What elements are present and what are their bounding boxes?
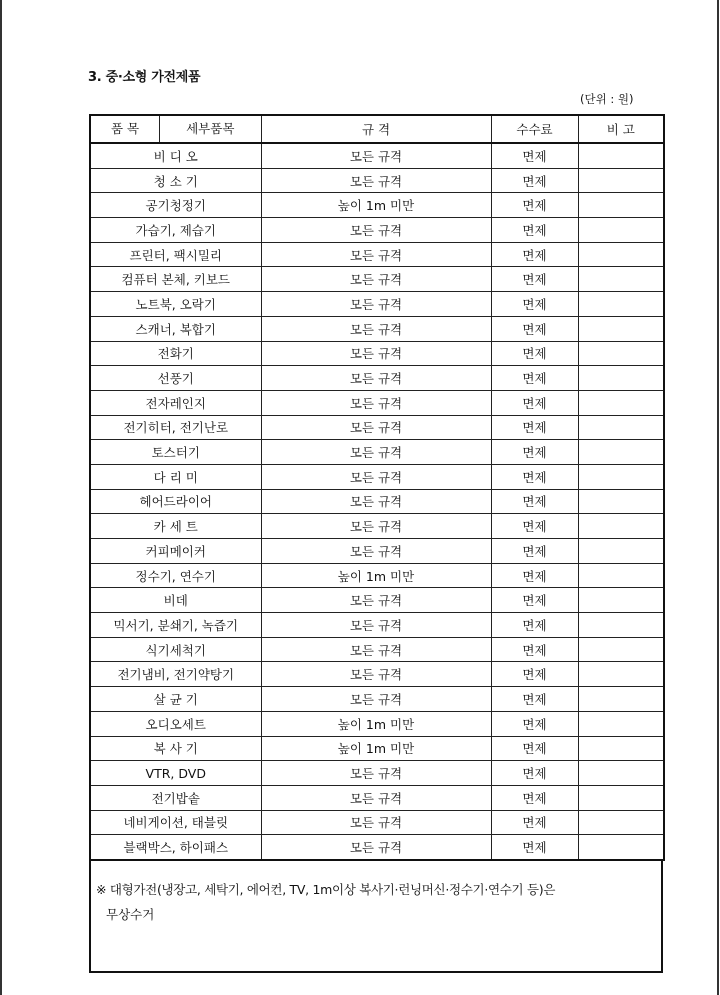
cell-remarks [578,292,664,317]
table-row [90,464,664,489]
cell-item: 전기히터, 전기난로 [90,415,261,440]
cell-remarks [578,539,664,564]
cell-remarks [578,711,664,736]
table-row [90,267,664,292]
cell-item: 살 균 기 [90,687,261,712]
header-remarks: 비 고 [578,115,664,143]
cell-remarks [578,662,664,687]
cell-fee: 면제 [491,835,578,860]
table-row [90,489,664,514]
cell-remarks [578,637,664,662]
cell-remarks [578,835,664,860]
cell-fee: 면제 [491,613,578,638]
cell-fee: 면제 [491,143,578,168]
cell-remarks [578,143,664,168]
cell-item: 식기세척기 [90,637,261,662]
table-row [90,242,664,267]
cell-spec: 모든 규격 [261,810,491,835]
note-box [89,861,663,973]
cell-fee: 면제 [491,218,578,243]
cell-spec: 모든 규격 [261,267,491,292]
cell-spec: 모든 규격 [261,341,491,366]
unit-note: (단위 : 원) [580,92,634,106]
header-spec: 규 격 [261,115,491,143]
table-row [90,711,664,736]
cell-spec: 모든 규격 [261,218,491,243]
cell-remarks [578,267,664,292]
cell-item: 스캐너, 복합기 [90,316,261,341]
cell-spec: 모든 규격 [261,613,491,638]
table-body [90,143,664,860]
cell-spec: 모든 규격 [261,539,491,564]
cell-remarks [578,464,664,489]
table-row [90,785,664,810]
cell-fee: 면제 [491,810,578,835]
cell-spec: 모든 규격 [261,143,491,168]
cell-fee: 면제 [491,687,578,712]
cell-remarks [578,440,664,465]
cell-item: 믹서기, 분쇄기, 녹즙기 [90,613,261,638]
table-header-row [90,115,664,143]
table-row [90,218,664,243]
table-row [90,143,664,168]
cell-remarks [578,316,664,341]
cell-item: 공기청정기 [90,193,261,218]
table-row [90,687,664,712]
table-row [90,440,664,465]
table-row [90,390,664,415]
cell-remarks [578,588,664,613]
cell-fee: 면제 [491,415,578,440]
table-row [90,341,664,366]
cell-item: 네비게이션, 태블릿 [90,810,261,835]
cell-remarks [578,514,664,539]
table-row [90,415,664,440]
cell-remarks [578,736,664,761]
table-row [90,736,664,761]
cell-spec: 모든 규격 [261,785,491,810]
cell-fee: 면제 [491,711,578,736]
cell-item: 전자레인지 [90,390,261,415]
cell-remarks [578,761,664,786]
cell-spec: 모든 규격 [261,489,491,514]
cell-spec: 모든 규격 [261,662,491,687]
cell-spec: 높이 1m 미만 [261,563,491,588]
page-edge-right [717,0,719,995]
table-row [90,761,664,786]
cell-spec: 모든 규격 [261,440,491,465]
cell-fee: 면제 [491,366,578,391]
cell-fee: 면제 [491,637,578,662]
cell-fee: 면제 [491,736,578,761]
cell-item: 선풍기 [90,366,261,391]
table-row [90,810,664,835]
cell-spec: 모든 규격 [261,464,491,489]
cell-fee: 면제 [491,563,578,588]
table-row [90,637,664,662]
fee-table-container [89,114,663,861]
cell-spec: 모든 규격 [261,168,491,193]
table-row [90,292,664,317]
header-sub-item: 세부품목 [186,121,235,136]
cell-remarks [578,613,664,638]
table-row [90,539,664,564]
cell-item: 카 세 트 [90,514,261,539]
cell-fee: 면제 [491,489,578,514]
cell-item: 비 디 오 [90,143,261,168]
cell-item: 노트북, 오락기 [90,292,261,317]
cell-spec: 모든 규격 [261,761,491,786]
cell-item: 다 리 미 [90,464,261,489]
cell-remarks [578,218,664,243]
cell-spec: 모든 규격 [261,835,491,860]
table-row [90,563,664,588]
cell-item: 오디오세트 [90,711,261,736]
cell-spec: 모든 규격 [261,366,491,391]
cell-fee: 면제 [491,761,578,786]
note-text-line1: ※ 대형가전(냉장고, 세탁기, 에어컨, TV, 1m이상 복사기·런닝머신·정수기·연수기 등)은 [96,882,556,897]
header-item-cell [90,115,261,143]
cell-fee: 면제 [491,514,578,539]
cell-spec: 모든 규격 [261,316,491,341]
cell-fee: 면제 [491,316,578,341]
cell-remarks [578,810,664,835]
cell-remarks [578,563,664,588]
cell-remarks [578,242,664,267]
cell-fee: 면제 [491,662,578,687]
note-text-line2: 무상수거 [106,907,155,922]
cell-remarks [578,489,664,514]
cell-item: 프린터, 팩시밀리 [90,242,261,267]
cell-spec: 모든 규격 [261,637,491,662]
table-row [90,193,664,218]
cell-spec: 모든 규격 [261,415,491,440]
page-edge-left [0,0,2,995]
table-row [90,168,664,193]
cell-remarks [578,687,664,712]
table-row [90,588,664,613]
cell-item: 헤어드라이어 [90,489,261,514]
cell-item: 복 사 기 [90,736,261,761]
table-row [90,514,664,539]
cell-fee: 면제 [491,242,578,267]
table-row [90,613,664,638]
table-row [90,835,664,860]
cell-spec: 모든 규격 [261,588,491,613]
cell-fee: 면제 [491,464,578,489]
cell-remarks [578,366,664,391]
table-row [90,662,664,687]
cell-item: 컴퓨터 본체, 키보드 [90,267,261,292]
cell-spec: 모든 규격 [261,687,491,712]
cell-fee: 면제 [491,168,578,193]
cell-fee: 면제 [491,440,578,465]
cell-fee: 면제 [491,785,578,810]
cell-fee: 면제 [491,539,578,564]
cell-fee: 면제 [491,588,578,613]
cell-fee: 면제 [491,292,578,317]
cell-remarks [578,785,664,810]
cell-item: 전기밥솥 [90,785,261,810]
cell-item: 가습기, 제습기 [90,218,261,243]
header-fee: 수수료 [491,115,578,143]
cell-item: 정수기, 연수기 [90,563,261,588]
header-category: 품 목 [91,116,160,142]
section-title: 3. 중·소형 가전제품 [88,70,201,85]
cell-item: 비데 [90,588,261,613]
cell-item: 토스터기 [90,440,261,465]
cell-spec: 모든 규격 [261,292,491,317]
cell-fee: 면제 [491,193,578,218]
cell-remarks [578,390,664,415]
cell-remarks [578,193,664,218]
cell-spec: 높이 1m 미만 [261,193,491,218]
cell-remarks [578,341,664,366]
cell-fee: 면제 [491,267,578,292]
fee-table [89,114,665,861]
cell-fee: 면제 [491,341,578,366]
cell-spec: 모든 규격 [261,242,491,267]
cell-spec: 모든 규격 [261,390,491,415]
cell-item: 커피메이커 [90,539,261,564]
cell-spec: 높이 1m 미만 [261,711,491,736]
cell-remarks [578,168,664,193]
cell-item: 블랙박스, 하이패스 [90,835,261,860]
cell-spec: 높이 1m 미만 [261,736,491,761]
table-row [90,366,664,391]
cell-fee: 면제 [491,390,578,415]
cell-item: 청 소 기 [90,168,261,193]
cell-item: 전화기 [90,341,261,366]
cell-item: VTR, DVD [90,761,261,786]
cell-item: 전기냄비, 전기약탕기 [90,662,261,687]
table-row [90,316,664,341]
cell-remarks [578,415,664,440]
cell-spec: 모든 규격 [261,514,491,539]
